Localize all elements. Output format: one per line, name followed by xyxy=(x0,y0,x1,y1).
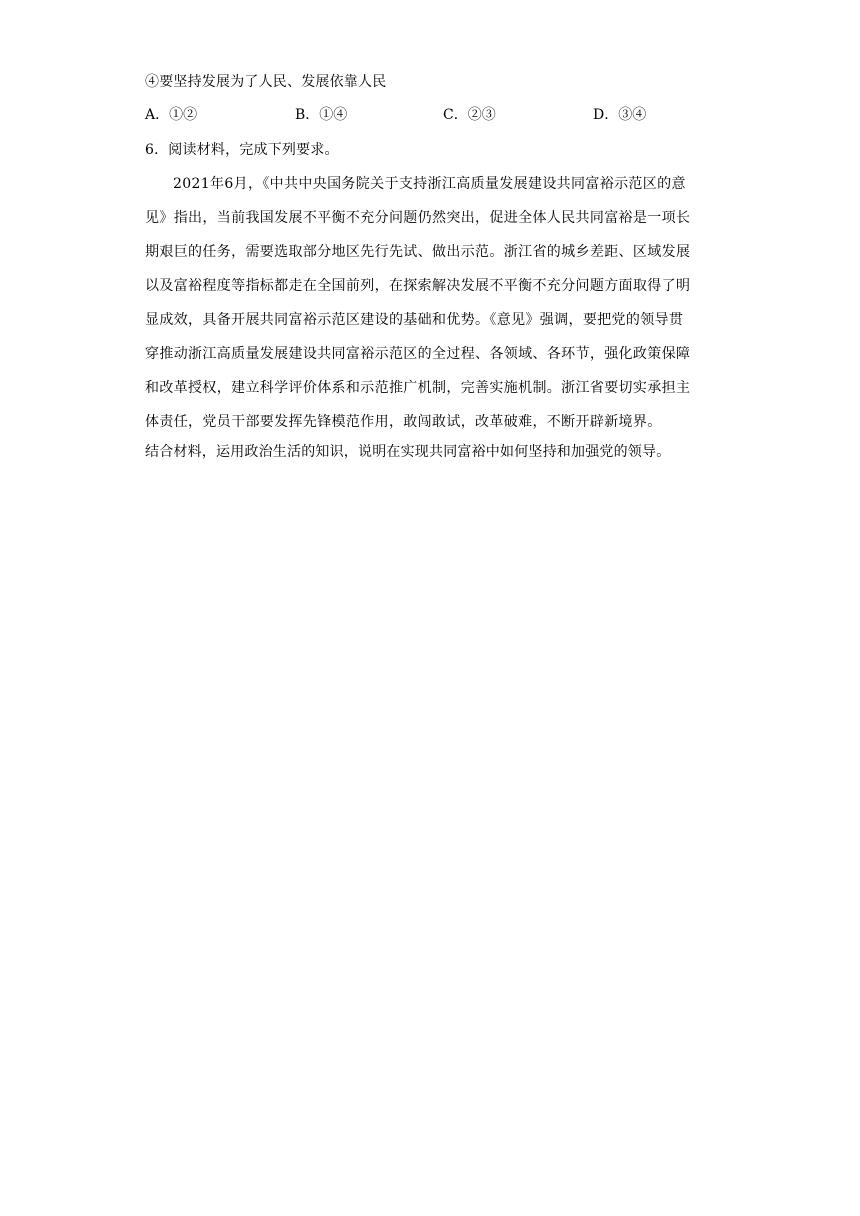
material-line: 显成效，具备开展共同富裕示范区建设的基础和优势。《意见》强调，要把党的领导贯 xyxy=(145,312,684,328)
material-line: 体责任，党员干部要发挥先锋模范作用，敢闯敢试，改革破难，不断开辟新境界。 xyxy=(145,414,662,430)
material-line: 2021年6月，《中共中央国务院关于支持浙江高质量发展建设共同富裕示范区的意 xyxy=(173,176,686,192)
statement-4: ④要坚持发展为了人民、发展依靠人民 xyxy=(145,74,387,90)
material-line: 期艰巨的任务，需要选取部分地区先行先试、做出示范。浙江省的城乡差距、区域发展 xyxy=(145,244,691,260)
option-c: C．②③ xyxy=(443,107,496,123)
material-line: 和改革授权，建立科学评价体系和示范推广机制，完善实施机制。浙江省要切实承担主 xyxy=(145,380,691,396)
question-6-prompt: 结合材料，运用政治生活的知识，说明在实现共同富裕中如何坚持和加强党的领导。 xyxy=(145,444,671,460)
option-b: B．①④ xyxy=(295,107,348,123)
option-d: D．③④ xyxy=(593,107,647,123)
material-line: 以及富裕程度等指标都走在全国前列，在探索解决发展不平衡不充分问题方面取得了明 xyxy=(145,278,691,294)
option-a: A．①② xyxy=(145,107,198,123)
material-line: 穿推动浙江高质量发展建设共同富裕示范区的全过程、各领域、各环节，强化政策保障 xyxy=(145,346,691,362)
material-line: 见》指出，当前我国发展不平衡不充分问题仍然突出，促进全体人民共同富裕是一项长 xyxy=(145,210,691,226)
question-6-heading: 6．阅读材料，完成下列要求。 xyxy=(145,142,339,158)
